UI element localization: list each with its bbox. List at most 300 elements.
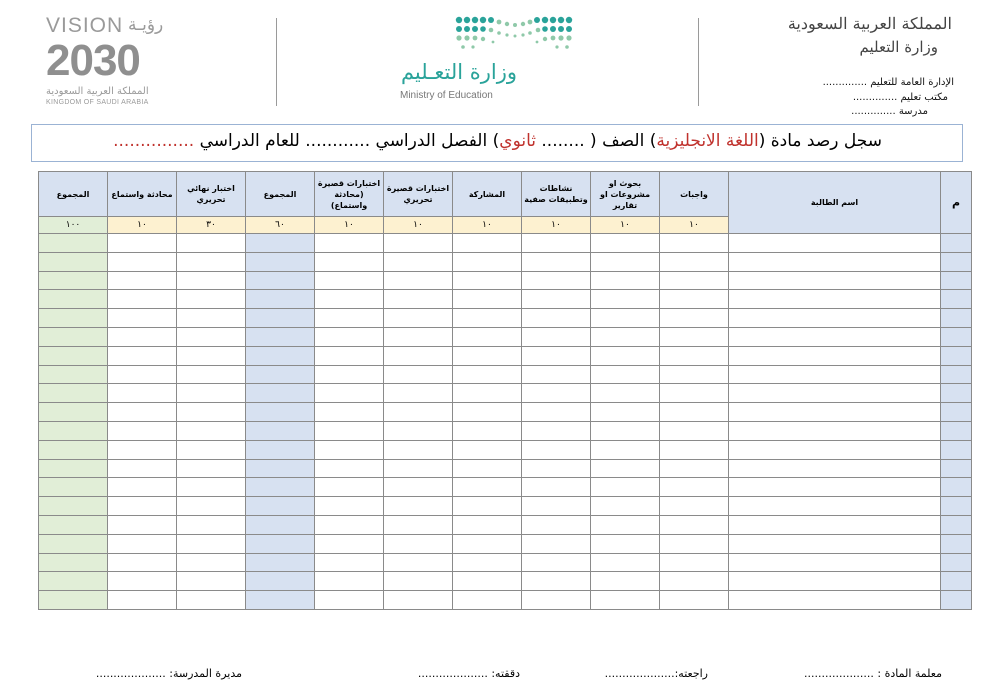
cell-speaking xyxy=(108,459,177,478)
cell-oral-quiz xyxy=(315,327,384,346)
cell-oral-quiz xyxy=(315,459,384,478)
cell-participation xyxy=(453,459,522,478)
cell-homework xyxy=(660,309,729,328)
table-row xyxy=(39,290,972,309)
col-header-number: م xyxy=(941,172,972,234)
max-score-written-quiz: ١٠ xyxy=(384,217,453,234)
cell-participation xyxy=(453,421,522,440)
cell-homework xyxy=(660,403,729,422)
cell-participation xyxy=(453,252,522,271)
cell-activities xyxy=(522,478,591,497)
cell-participation xyxy=(453,572,522,591)
cell-student-name xyxy=(729,327,941,346)
cell-speaking xyxy=(108,497,177,516)
cell-subtotal xyxy=(246,346,315,365)
cell-student-name xyxy=(729,365,941,384)
cell-oral-quiz xyxy=(315,572,384,591)
cell-final-written xyxy=(177,591,246,610)
cell-homework xyxy=(660,271,729,290)
vision-country-arabic: المملكة العربية السعودية xyxy=(46,86,149,97)
max-score-research: ١٠ xyxy=(591,217,660,234)
cell-total xyxy=(39,346,108,365)
cell-homework xyxy=(660,534,729,553)
col-header-student-name: اسم الطالبة xyxy=(729,172,941,234)
cell-speaking xyxy=(108,309,177,328)
cell-final-written xyxy=(177,497,246,516)
cell-activities xyxy=(522,384,591,403)
cell-number xyxy=(941,421,972,440)
cell-homework xyxy=(660,572,729,591)
teacher-signature-field: معلمة المادة : .................... xyxy=(803,667,942,680)
cell-total xyxy=(39,440,108,459)
cell-speaking xyxy=(108,252,177,271)
grades-table xyxy=(38,171,972,610)
table-row xyxy=(39,497,972,516)
cell-written-quiz xyxy=(384,290,453,309)
cell-speaking xyxy=(108,271,177,290)
cell-research xyxy=(591,421,660,440)
cell-activities xyxy=(522,290,591,309)
table-row xyxy=(39,515,972,534)
cell-homework xyxy=(660,497,729,516)
table-row xyxy=(39,572,972,591)
cell-total xyxy=(39,459,108,478)
cell-subtotal xyxy=(246,327,315,346)
cell-final-written xyxy=(177,234,246,253)
cell-number xyxy=(941,497,972,516)
cell-oral-quiz xyxy=(315,515,384,534)
cell-final-written xyxy=(177,271,246,290)
cell-research xyxy=(591,553,660,572)
education-office-line: مكتب تعليم .............. xyxy=(852,92,948,103)
cell-activities xyxy=(522,534,591,553)
cell-number xyxy=(941,346,972,365)
cell-research xyxy=(591,384,660,403)
cell-subtotal xyxy=(246,478,315,497)
cell-subtotal xyxy=(246,271,315,290)
cell-student-name xyxy=(729,459,941,478)
cell-homework xyxy=(660,478,729,497)
title-text-2: ) الصف ( ........ xyxy=(536,131,657,151)
cell-oral-quiz xyxy=(315,403,384,422)
cell-subtotal xyxy=(246,515,315,534)
cell-subtotal xyxy=(246,384,315,403)
cell-student-name xyxy=(729,591,941,610)
cell-student-name xyxy=(729,252,941,271)
cell-number xyxy=(941,384,972,403)
cell-final-written xyxy=(177,534,246,553)
col-header-subtotal: المجموع xyxy=(246,172,315,217)
cell-written-quiz xyxy=(384,534,453,553)
cell-research xyxy=(591,365,660,384)
cell-homework xyxy=(660,290,729,309)
table-row xyxy=(39,534,972,553)
table-row xyxy=(39,327,972,346)
vision-word: VISION xyxy=(46,14,124,37)
ministry-dots-logo xyxy=(453,14,575,54)
cell-total xyxy=(39,403,108,422)
title-year-dots: ............... xyxy=(113,131,195,151)
cell-final-written xyxy=(177,478,246,497)
cell-student-name xyxy=(729,403,941,422)
col-header-participation: المشاركة xyxy=(453,172,522,217)
col-header-written-quiz: اختبارات قصيرة تحريري xyxy=(384,172,453,217)
col-header-research: بحوث او مشروعات او تقارير xyxy=(591,172,660,217)
cell-activities xyxy=(522,515,591,534)
table-row xyxy=(39,384,972,403)
cell-number xyxy=(941,534,972,553)
table-row xyxy=(39,591,972,610)
cell-number xyxy=(941,327,972,346)
cell-speaking xyxy=(108,384,177,403)
cell-participation xyxy=(453,384,522,403)
cell-participation xyxy=(453,403,522,422)
ministry-name-english: Ministry of Education xyxy=(400,90,493,101)
title-subject: اللغة الانجليزية xyxy=(656,131,759,151)
kingdom-calligraphy: المملكة العربية السعودية xyxy=(787,14,952,33)
cell-participation xyxy=(453,591,522,610)
cell-activities xyxy=(522,309,591,328)
cell-activities xyxy=(522,271,591,290)
cell-participation xyxy=(453,534,522,553)
cell-total xyxy=(39,515,108,534)
cell-final-written xyxy=(177,421,246,440)
col-header-final-written: اختبار نهائي تحريري xyxy=(177,172,246,217)
col-header-total: المجموع xyxy=(39,172,108,217)
cell-oral-quiz xyxy=(315,497,384,516)
cell-research xyxy=(591,497,660,516)
table-row xyxy=(39,553,972,572)
cell-subtotal xyxy=(246,234,315,253)
cell-activities xyxy=(522,553,591,572)
cell-subtotal xyxy=(246,309,315,328)
cell-speaking xyxy=(108,290,177,309)
cell-participation xyxy=(453,497,522,516)
cell-research xyxy=(591,290,660,309)
col-header-activities: نشاطات وتطبيقات صفية xyxy=(522,172,591,217)
cell-speaking xyxy=(108,403,177,422)
cell-oral-quiz xyxy=(315,346,384,365)
cell-activities xyxy=(522,497,591,516)
cell-homework xyxy=(660,515,729,534)
table-row xyxy=(39,271,972,290)
max-score-total: ١٠٠ xyxy=(39,217,108,234)
cell-participation xyxy=(453,346,522,365)
cell-subtotal xyxy=(246,252,315,271)
cell-activities xyxy=(522,572,591,591)
cell-research xyxy=(591,534,660,553)
cell-research xyxy=(591,478,660,497)
cell-final-written xyxy=(177,252,246,271)
col-header-oral-quiz: اختبارات قصيرة (محادثة واستماع) xyxy=(315,172,384,217)
cell-oral-quiz xyxy=(315,252,384,271)
cell-participation xyxy=(453,234,522,253)
cell-research xyxy=(591,459,660,478)
cell-total xyxy=(39,252,108,271)
cell-participation xyxy=(453,440,522,459)
cell-student-name xyxy=(729,346,941,365)
cell-number xyxy=(941,234,972,253)
table-row xyxy=(39,403,972,422)
cell-subtotal xyxy=(246,459,315,478)
header-row xyxy=(39,172,972,217)
cell-subtotal xyxy=(246,553,315,572)
cell-subtotal xyxy=(246,421,315,440)
cell-subtotal xyxy=(246,534,315,553)
cell-total xyxy=(39,591,108,610)
cell-written-quiz xyxy=(384,346,453,365)
cell-participation xyxy=(453,309,522,328)
cell-speaking xyxy=(108,515,177,534)
cell-participation xyxy=(453,515,522,534)
vision-arabic: رؤيـة xyxy=(128,15,164,35)
cell-research xyxy=(591,591,660,610)
cell-activities xyxy=(522,234,591,253)
cell-number xyxy=(941,515,972,534)
cell-participation xyxy=(453,271,522,290)
page-title xyxy=(113,131,882,151)
cell-written-quiz xyxy=(384,327,453,346)
cell-activities xyxy=(522,440,591,459)
cell-research xyxy=(591,327,660,346)
cell-research xyxy=(591,252,660,271)
cell-homework xyxy=(660,365,729,384)
cell-number xyxy=(941,365,972,384)
cell-final-written xyxy=(177,327,246,346)
cell-student-name xyxy=(729,497,941,516)
cell-research xyxy=(591,234,660,253)
cell-total xyxy=(39,478,108,497)
cell-homework xyxy=(660,384,729,403)
cell-number xyxy=(941,271,972,290)
cell-final-written xyxy=(177,553,246,572)
cell-speaking xyxy=(108,478,177,497)
cell-number xyxy=(941,309,972,328)
table-row xyxy=(39,421,972,440)
table-row xyxy=(39,234,972,253)
cell-oral-quiz xyxy=(315,440,384,459)
max-score-homework: ١٠ xyxy=(660,217,729,234)
cell-participation xyxy=(453,327,522,346)
cell-oral-quiz xyxy=(315,384,384,403)
cell-subtotal xyxy=(246,290,315,309)
cell-oral-quiz xyxy=(315,290,384,309)
cell-student-name xyxy=(729,534,941,553)
cell-activities xyxy=(522,591,591,610)
cell-homework xyxy=(660,327,729,346)
cell-number xyxy=(941,572,972,591)
cell-student-name xyxy=(729,478,941,497)
cell-activities xyxy=(522,459,591,478)
cell-written-quiz xyxy=(384,403,453,422)
cell-written-quiz xyxy=(384,234,453,253)
cell-total xyxy=(39,421,108,440)
cell-homework xyxy=(660,440,729,459)
cell-subtotal xyxy=(246,403,315,422)
cell-speaking xyxy=(108,440,177,459)
cell-student-name xyxy=(729,553,941,572)
max-score-participation: ١٠ xyxy=(453,217,522,234)
cell-final-written xyxy=(177,459,246,478)
cell-research xyxy=(591,440,660,459)
table-row xyxy=(39,309,972,328)
cell-total xyxy=(39,572,108,591)
cell-total xyxy=(39,234,108,253)
cell-subtotal xyxy=(246,572,315,591)
col-header-speaking: محادثة واستماع xyxy=(108,172,177,217)
reviewed-by-field: راجعته:.................... xyxy=(604,667,708,680)
cell-final-written xyxy=(177,440,246,459)
cell-speaking xyxy=(108,553,177,572)
cell-number xyxy=(941,591,972,610)
cell-written-quiz xyxy=(384,478,453,497)
cell-written-quiz xyxy=(384,271,453,290)
cell-subtotal xyxy=(246,365,315,384)
cell-speaking xyxy=(108,572,177,591)
cell-speaking xyxy=(108,327,177,346)
cell-activities xyxy=(522,252,591,271)
cell-student-name xyxy=(729,234,941,253)
cell-total xyxy=(39,534,108,553)
cell-activities xyxy=(522,346,591,365)
cell-homework xyxy=(660,459,729,478)
cell-final-written xyxy=(177,309,246,328)
cell-written-quiz xyxy=(384,384,453,403)
cell-student-name xyxy=(729,440,941,459)
cell-research xyxy=(591,271,660,290)
cell-final-written xyxy=(177,403,246,422)
student-rows xyxy=(39,234,972,610)
cell-number xyxy=(941,459,972,478)
cell-number xyxy=(941,290,972,309)
cell-oral-quiz xyxy=(315,591,384,610)
cell-student-name xyxy=(729,421,941,440)
education-department-line: الإدارة العامة للتعليم .............. xyxy=(822,77,954,88)
table-row xyxy=(39,459,972,478)
header-divider-right xyxy=(698,18,699,106)
cell-total xyxy=(39,553,108,572)
audited-by-field: دققته: .................... xyxy=(417,667,520,680)
cell-total xyxy=(39,290,108,309)
cell-total xyxy=(39,497,108,516)
ministry-name-arabic: وزارة التعـليم xyxy=(400,60,517,84)
vision-2030-logo xyxy=(46,14,176,106)
cell-written-quiz xyxy=(384,459,453,478)
cell-number xyxy=(941,440,972,459)
cell-student-name xyxy=(729,515,941,534)
cell-student-name xyxy=(729,290,941,309)
cell-speaking xyxy=(108,421,177,440)
cell-speaking xyxy=(108,234,177,253)
cell-written-quiz xyxy=(384,497,453,516)
title-box xyxy=(31,124,963,162)
cell-speaking xyxy=(108,365,177,384)
cell-research xyxy=(591,309,660,328)
cell-total xyxy=(39,327,108,346)
cell-oral-quiz xyxy=(315,534,384,553)
cell-oral-quiz xyxy=(315,365,384,384)
table-row xyxy=(39,365,972,384)
cell-subtotal xyxy=(246,440,315,459)
cell-oral-quiz xyxy=(315,478,384,497)
cell-speaking xyxy=(108,346,177,365)
cell-subtotal xyxy=(246,591,315,610)
cell-subtotal xyxy=(246,497,315,516)
cell-oral-quiz xyxy=(315,309,384,328)
cell-final-written xyxy=(177,384,246,403)
cell-activities xyxy=(522,421,591,440)
cell-written-quiz xyxy=(384,365,453,384)
cell-participation xyxy=(453,365,522,384)
cell-homework xyxy=(660,421,729,440)
cell-activities xyxy=(522,327,591,346)
cell-oral-quiz xyxy=(315,271,384,290)
cell-written-quiz xyxy=(384,309,453,328)
title-text-3: ) الفصل الدراسي ............ للعام الدراسي xyxy=(194,131,500,151)
cell-written-quiz xyxy=(384,440,453,459)
cell-research xyxy=(591,515,660,534)
cell-oral-quiz xyxy=(315,553,384,572)
cell-homework xyxy=(660,591,729,610)
cell-final-written xyxy=(177,572,246,591)
cell-student-name xyxy=(729,572,941,591)
cell-research xyxy=(591,572,660,591)
table-row xyxy=(39,478,972,497)
cell-homework xyxy=(660,252,729,271)
max-score-oral-quiz: ١٠ xyxy=(315,217,384,234)
cell-written-quiz xyxy=(384,421,453,440)
cell-number xyxy=(941,252,972,271)
cell-student-name xyxy=(729,271,941,290)
vision-year: 2030 xyxy=(46,36,140,85)
principal-signature-field: مديرة المدرسة: .................... xyxy=(95,667,242,680)
cell-oral-quiz xyxy=(315,421,384,440)
cell-speaking xyxy=(108,591,177,610)
cell-oral-quiz xyxy=(315,234,384,253)
cell-total xyxy=(39,384,108,403)
cell-participation xyxy=(453,478,522,497)
cell-total xyxy=(39,309,108,328)
cell-participation xyxy=(453,553,522,572)
cell-homework xyxy=(660,234,729,253)
title-grade: ثانوي xyxy=(499,131,536,151)
cell-written-quiz xyxy=(384,572,453,591)
cell-final-written xyxy=(177,346,246,365)
max-score-speaking: ١٠ xyxy=(108,217,177,234)
cell-homework xyxy=(660,553,729,572)
cell-final-written xyxy=(177,365,246,384)
cell-research xyxy=(591,403,660,422)
title-text-1: سجل رصد مادة ( xyxy=(758,131,882,151)
max-score-final-written: ٣٠ xyxy=(177,217,246,234)
ministry-calligraphy: وزارة التعليم xyxy=(859,38,938,56)
cell-final-written xyxy=(177,290,246,309)
table-row xyxy=(39,252,972,271)
table-row xyxy=(39,346,972,365)
cell-homework xyxy=(660,346,729,365)
school-line: مدرسة .............. xyxy=(851,106,928,117)
cell-final-written xyxy=(177,515,246,534)
cell-student-name xyxy=(729,384,941,403)
cell-speaking xyxy=(108,534,177,553)
cell-number xyxy=(941,478,972,497)
cell-number xyxy=(941,403,972,422)
cell-activities xyxy=(522,403,591,422)
col-header-homework: واجبات xyxy=(660,172,729,217)
max-score-subtotal: ٦٠ xyxy=(246,217,315,234)
table-row xyxy=(39,440,972,459)
cell-written-quiz xyxy=(384,515,453,534)
